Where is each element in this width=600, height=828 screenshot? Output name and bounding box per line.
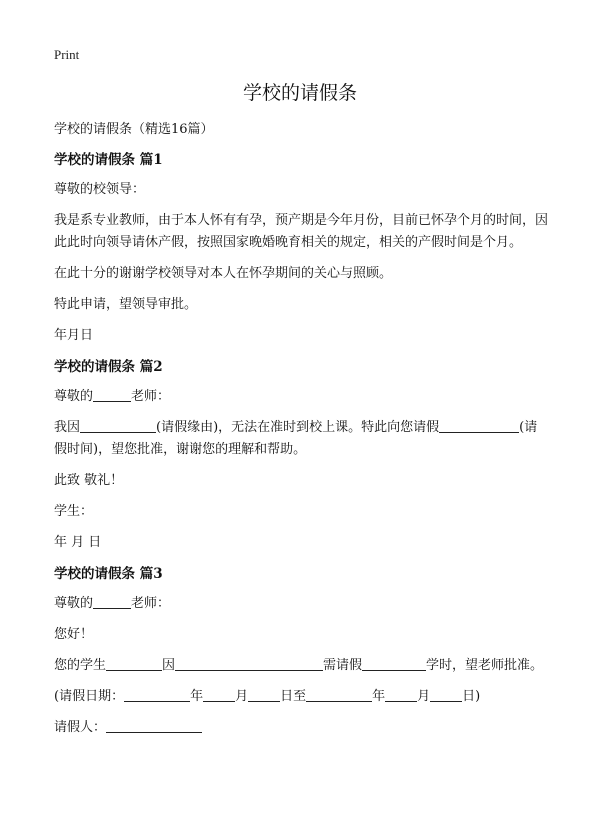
greeting-prefix: 尊敬的	[54, 596, 94, 611]
body-part-a: 我因	[54, 420, 81, 435]
section2-body	[54, 417, 550, 461]
document-subtitle: 学校的请假条（精选16篇）	[54, 122, 214, 137]
document-title: 学校的请假条	[242, 82, 357, 104]
start-year-blank	[124, 687, 190, 702]
requester-label: 请假人：	[54, 720, 107, 735]
period-prefix: (请假日期：	[54, 689, 125, 704]
body-part-b: (请假缘由)，无法在准时到校上课。特此向您请假	[156, 420, 440, 435]
day-end-label: 日)	[462, 689, 481, 704]
section-heading-3: 学校的请假条 篇3	[54, 566, 163, 582]
section2-closing: 此致 敬礼！	[54, 473, 124, 488]
document-body	[54, 119, 550, 748]
teacher-name-blank	[93, 387, 131, 402]
body-part-a: 您的学生	[54, 658, 107, 673]
month-label: 月	[235, 689, 249, 704]
section3-body	[54, 655, 550, 677]
month-label: 月	[417, 689, 431, 704]
section3-requester	[54, 717, 550, 739]
section1-body: 我是系专业教师，由于本人怀有有孕，预产期是今年月份，目前已怀孕个月的时间，因此此时向领导请休产假，按照国家晚婚晚育相关的规定，相关的产假时间是个月。	[54, 213, 549, 250]
body-part-d: 学时，望老师批准。	[426, 658, 544, 673]
teacher-name-blank	[93, 594, 131, 609]
greeting-prefix: 尊敬的	[54, 389, 94, 404]
section-heading-1: 学校的请假条 篇1	[54, 152, 163, 168]
body-part-c: (请假时间)，望您批准，谢谢您的理解和帮助。	[54, 420, 538, 457]
greeting-suffix: 老师：	[131, 596, 171, 611]
student-name-blank	[106, 656, 162, 671]
section1-request: 特此申请，望领导审批。	[54, 297, 198, 312]
print-link[interactable]: Print	[54, 47, 80, 62]
end-year-blank	[306, 687, 372, 702]
section1-date: 年月日	[54, 328, 94, 343]
body-part-b: 因	[162, 658, 176, 673]
section3-hello: 您好！	[54, 627, 94, 642]
requester-blank	[106, 718, 202, 733]
day-to-label: 日至	[280, 689, 307, 704]
greeting-suffix: 老师：	[131, 389, 171, 404]
reason-blank	[80, 418, 156, 433]
start-day-blank	[248, 687, 280, 702]
section3-greeting	[54, 593, 550, 615]
year-label: 年	[372, 689, 386, 704]
section2-student: 学生：	[54, 504, 94, 519]
body-part-c: 需请假	[323, 658, 363, 673]
section1-thanks: 在此十分的谢谢学校领导对本人在怀孕期间的关心与照顾。	[54, 266, 393, 281]
section3-period	[54, 686, 550, 708]
section1-greeting: 尊敬的校领导：	[54, 182, 146, 197]
reason-blank	[175, 656, 323, 671]
leave-time-blank	[439, 418, 519, 433]
section2-date: 年 月 日	[54, 535, 102, 550]
start-month-blank	[203, 687, 235, 702]
end-day-blank	[430, 687, 462, 702]
section2-greeting	[54, 386, 550, 408]
section-heading-2: 学校的请假条 篇2	[54, 359, 163, 375]
end-month-blank	[385, 687, 417, 702]
year-label: 年	[190, 689, 204, 704]
hours-blank	[362, 656, 426, 671]
